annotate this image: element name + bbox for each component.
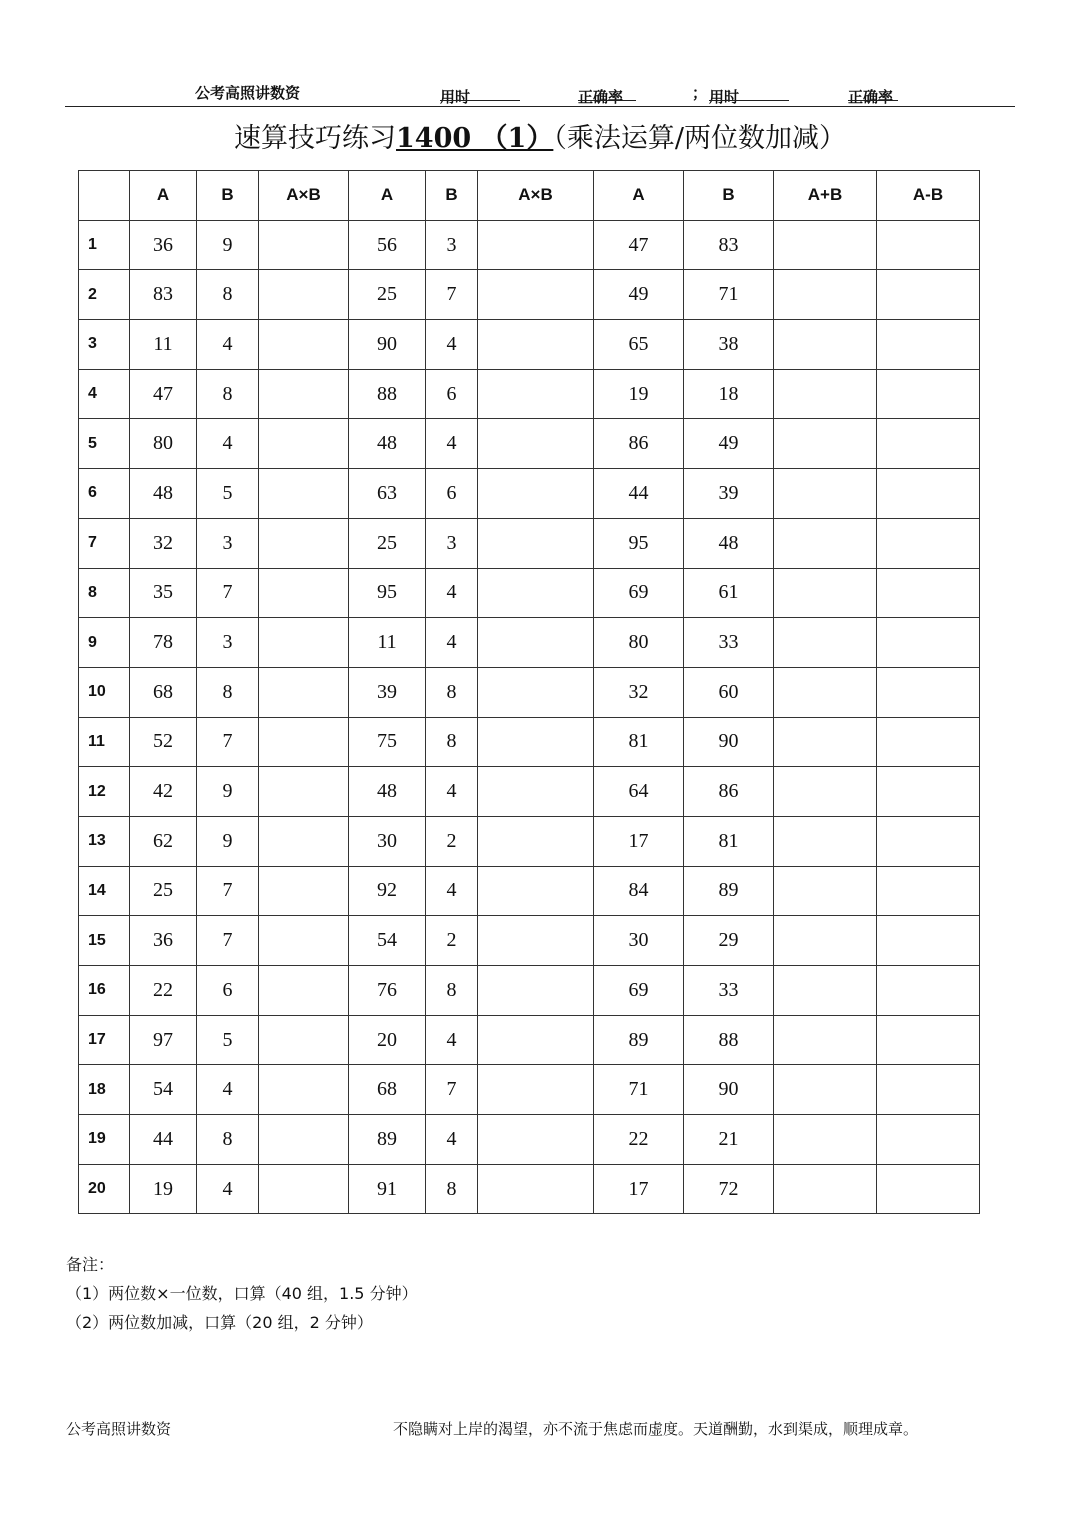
answer-cell[interactable] [259,568,349,618]
answer-cell[interactable] [774,469,877,519]
answer-cell[interactable] [478,1065,594,1115]
row-number: 14 [79,866,130,916]
table-row [79,1164,980,1214]
operand-cell: 30 [594,916,684,966]
answer-cell[interactable] [877,1065,980,1115]
answer-cell[interactable] [478,419,594,469]
operand-cell: 89 [684,866,774,916]
operand-cell: 5 [197,469,259,519]
table-header-row [79,171,980,221]
answer-cell[interactable] [877,618,980,668]
row-number: 20 [79,1164,130,1214]
operand-cell: 25 [349,270,426,320]
operand-cell: 62 [130,816,197,866]
answer-cell[interactable] [877,469,980,519]
operand-cell: 42 [130,767,197,817]
operand-cell: 3 [197,518,259,568]
operand-cell: 84 [594,866,684,916]
operand-cell: 81 [594,717,684,767]
operand-cell: 81 [684,816,774,866]
answer-cell[interactable] [877,717,980,767]
table-row [79,816,980,866]
time-blank-1[interactable] [440,86,520,101]
operand-cell: 64 [594,767,684,817]
operand-cell: 29 [684,916,774,966]
operand-cell: 4 [197,1164,259,1214]
operand-cell: 48 [684,518,774,568]
operand-cell: 18 [684,369,774,419]
answer-cell[interactable] [774,369,877,419]
answer-cell[interactable] [478,966,594,1016]
answer-cell[interactable] [774,1115,877,1165]
operand-cell: 4 [197,320,259,370]
operand-cell: 88 [349,369,426,419]
operand-cell: 8 [426,966,478,1016]
answer-cell[interactable] [774,320,877,370]
operand-cell: 56 [349,220,426,270]
row-number: 10 [79,667,130,717]
operand-cell: 33 [684,966,774,1016]
operand-cell: 32 [594,667,684,717]
answer-cell[interactable] [877,419,980,469]
row-number: 16 [79,966,130,1016]
table-row [79,667,980,717]
operand-cell: 7 [426,1065,478,1115]
answer-cell[interactable] [877,518,980,568]
operand-cell: 39 [349,667,426,717]
answer-cell[interactable] [478,220,594,270]
answer-cell[interactable] [478,916,594,966]
operand-cell: 36 [130,916,197,966]
answer-cell[interactable] [877,270,980,320]
row-number: 5 [79,419,130,469]
answer-cell[interactable] [259,816,349,866]
column-header: A [349,171,426,221]
answer-cell[interactable] [259,419,349,469]
table-row [79,618,980,668]
operand-cell: 97 [130,1015,197,1065]
operand-cell: 17 [594,816,684,866]
page-header [65,78,1015,107]
answer-cell[interactable] [877,220,980,270]
operand-cell: 8 [197,667,259,717]
notes-section [66,1250,418,1337]
row-number: 6 [79,469,130,519]
table-row [79,866,980,916]
operand-cell: 88 [684,1015,774,1065]
operand-cell: 33 [684,618,774,668]
operand-cell: 3 [426,518,478,568]
operand-cell: 4 [197,419,259,469]
row-number: 12 [79,767,130,817]
operand-cell: 32 [130,518,197,568]
operand-cell: 20 [349,1015,426,1065]
column-header: A×B [478,171,594,221]
operand-cell: 21 [684,1115,774,1165]
operand-cell: 30 [349,816,426,866]
operand-cell: 44 [594,469,684,519]
operand-cell: 92 [349,866,426,916]
operand-cell: 4 [426,568,478,618]
answer-cell[interactable] [259,1015,349,1065]
operand-cell: 44 [130,1115,197,1165]
answer-cell[interactable] [259,518,349,568]
operand-cell: 52 [130,717,197,767]
operand-cell: 78 [130,618,197,668]
operand-cell: 80 [594,618,684,668]
operand-cell: 4 [426,767,478,817]
page-title [0,116,1080,155]
row-number: 18 [79,1065,130,1115]
table-row [79,916,980,966]
operand-cell: 69 [594,568,684,618]
column-header: A+B [774,171,877,221]
operand-cell: 68 [130,667,197,717]
column-header [79,171,130,221]
answer-cell[interactable] [478,369,594,419]
answer-cell[interactable] [478,1115,594,1165]
answer-cell[interactable] [259,469,349,519]
answer-cell[interactable] [259,270,349,320]
table-row [79,469,980,519]
operand-cell: 7 [426,270,478,320]
operand-cell: 48 [349,419,426,469]
operand-cell: 71 [594,1065,684,1115]
row-number: 3 [79,320,130,370]
operand-cell: 4 [426,866,478,916]
accuracy-label-1: 正确率 [578,88,624,106]
answer-cell[interactable] [774,816,877,866]
column-header: A [130,171,197,221]
answer-cell[interactable] [478,568,594,618]
accuracy-label-2: 正确率 [848,88,894,106]
answer-cell[interactable] [774,767,877,817]
operand-cell: 22 [130,966,197,1016]
answer-cell[interactable] [774,1015,877,1065]
answer-cell[interactable] [774,270,877,320]
operand-cell: 86 [684,767,774,817]
answer-cell[interactable] [478,767,594,817]
operand-cell: 9 [197,816,259,866]
answer-cell[interactable] [774,866,877,916]
operand-cell: 69 [594,966,684,1016]
answer-cell[interactable] [259,220,349,270]
answer-cell[interactable] [259,916,349,966]
row-number: 8 [79,568,130,618]
answer-cell[interactable] [478,469,594,519]
header-separator: ； [692,84,708,102]
operand-cell: 60 [684,667,774,717]
operand-cell: 8 [197,1115,259,1165]
operand-cell: 22 [594,1115,684,1165]
table-row [79,1115,980,1165]
answer-cell[interactable] [478,667,594,717]
answer-cell[interactable] [774,966,877,1016]
table-row [79,767,980,817]
answer-cell[interactable] [478,320,594,370]
table-row [79,518,980,568]
operand-cell: 8 [426,717,478,767]
operand-cell: 90 [684,717,774,767]
row-number: 4 [79,369,130,419]
table-row [79,1065,980,1115]
operand-cell: 4 [426,320,478,370]
answer-cell[interactable] [877,966,980,1016]
answer-cell[interactable] [478,816,594,866]
operand-cell: 49 [594,270,684,320]
accuracy-blank-2[interactable] [848,86,898,101]
operand-cell: 86 [594,419,684,469]
operand-cell: 47 [130,369,197,419]
answer-cell[interactable] [774,220,877,270]
table-row [79,717,980,767]
operand-cell: 7 [197,717,259,767]
operand-cell: 47 [594,220,684,270]
footer-brand: 公考高照讲数资 [66,1420,172,1438]
operand-cell: 25 [349,518,426,568]
accuracy-blank-1[interactable] [578,86,636,101]
answer-cell[interactable] [478,618,594,668]
answer-cell[interactable] [774,618,877,668]
answer-cell[interactable] [877,816,980,866]
answer-cell[interactable] [774,419,877,469]
operand-cell: 9 [197,767,259,817]
column-header: B [684,171,774,221]
table-row [79,220,980,270]
header-brand: 公考高照讲数资 [195,84,301,102]
operand-cell: 7 [197,568,259,618]
operand-cell: 95 [349,568,426,618]
operand-cell: 36 [130,220,197,270]
answer-cell[interactable] [877,916,980,966]
operand-cell: 83 [684,220,774,270]
row-number: 7 [79,518,130,568]
column-header: A-B [877,171,980,221]
operand-cell: 54 [130,1065,197,1115]
operand-cell: 9 [197,220,259,270]
operand-cell: 49 [684,419,774,469]
operand-cell: 90 [684,1065,774,1115]
column-header: A [594,171,684,221]
operand-cell: 7 [197,866,259,916]
operand-cell: 90 [349,320,426,370]
operand-cell: 39 [684,469,774,519]
answer-cell[interactable] [877,667,980,717]
answer-cell[interactable] [877,369,980,419]
operand-cell: 4 [426,1015,478,1065]
operand-cell: 48 [349,767,426,817]
operand-cell: 83 [130,270,197,320]
practice-table [78,170,980,1214]
operand-cell: 8 [426,667,478,717]
answer-cell[interactable] [774,916,877,966]
operand-cell: 89 [349,1115,426,1165]
row-number: 13 [79,816,130,866]
table-row [79,1015,980,1065]
operand-cell: 89 [594,1015,684,1065]
operand-cell: 3 [426,220,478,270]
operand-cell: 61 [684,568,774,618]
operand-cell: 95 [594,518,684,568]
operand-cell: 6 [426,369,478,419]
answer-cell[interactable] [259,966,349,1016]
operand-cell: 80 [130,419,197,469]
operand-cell: 8 [197,270,259,320]
time-label-2: 用时 [709,88,740,106]
answer-cell[interactable] [259,1065,349,1115]
answer-cell[interactable] [259,667,349,717]
operand-cell: 65 [594,320,684,370]
answer-cell[interactable] [877,767,980,817]
operand-cell: 2 [426,816,478,866]
operand-cell: 75 [349,717,426,767]
operand-cell: 6 [426,469,478,519]
answer-cell[interactable] [774,717,877,767]
table-row [79,966,980,1016]
answer-cell[interactable] [877,866,980,916]
operand-cell: 5 [197,1015,259,1065]
operand-cell: 2 [426,916,478,966]
answer-cell[interactable] [877,320,980,370]
footer-motto: 不隐瞒对上岸的渴望，亦不流于焦虑而虚度。天道酬勤，水到渠成，顺理成章。 [393,1420,919,1438]
answer-cell[interactable] [259,1164,349,1214]
table-row [79,369,980,419]
row-number: 15 [79,916,130,966]
operand-cell: 48 [130,469,197,519]
operand-cell: 68 [349,1065,426,1115]
operand-cell: 3 [197,618,259,668]
row-number: 19 [79,1115,130,1165]
operand-cell: 35 [130,568,197,618]
note-item-2: （2）两位数加减，口算（20 组，2 分钟） [66,1313,373,1332]
column-header: B [426,171,478,221]
operand-cell: 4 [426,419,478,469]
answer-cell[interactable] [478,866,594,916]
operand-cell: 6 [197,966,259,1016]
answer-cell[interactable] [259,1115,349,1165]
answer-cell[interactable] [478,1015,594,1065]
time-blank-2[interactable] [709,86,789,101]
note-item-1: （1）两位数×一位数，口算（40 组，1.5 分钟） [66,1284,418,1303]
operand-cell: 8 [426,1164,478,1214]
answer-cell[interactable] [877,1015,980,1065]
table-row [79,568,980,618]
time-label-1: 用时 [440,88,471,106]
operand-cell: 4 [426,1115,478,1165]
operand-cell: 17 [594,1164,684,1214]
operand-cell: 7 [197,916,259,966]
answer-cell[interactable] [877,1115,980,1165]
answer-cell[interactable] [774,568,877,618]
row-number: 1 [79,220,130,270]
column-header: B [197,171,259,221]
answer-cell[interactable] [478,717,594,767]
operand-cell: 19 [130,1164,197,1214]
notes-heading: 备注： [66,1255,115,1274]
title-code: 1400 （1） [396,123,554,154]
answer-cell[interactable] [259,866,349,916]
column-header: A×B [259,171,349,221]
row-number: 2 [79,270,130,320]
answer-cell[interactable] [877,1164,980,1214]
answer-cell[interactable] [774,1164,877,1214]
title-prefix: 速算技巧练习 [234,123,397,154]
answer-cell[interactable] [259,767,349,817]
operand-cell: 25 [130,866,197,916]
answer-cell[interactable] [478,270,594,320]
table-row [79,419,980,469]
table-row [79,320,980,370]
operand-cell: 91 [349,1164,426,1214]
answer-cell[interactable] [774,667,877,717]
operand-cell: 4 [197,1065,259,1115]
title-suffix: （乘法运算/两位数加减） [553,123,846,154]
answer-cell[interactable] [478,518,594,568]
operand-cell: 11 [130,320,197,370]
answer-cell[interactable] [259,369,349,419]
row-number: 11 [79,717,130,767]
operand-cell: 63 [349,469,426,519]
operand-cell: 8 [197,369,259,419]
answer-cell[interactable] [259,320,349,370]
operand-cell: 38 [684,320,774,370]
row-number: 17 [79,1015,130,1065]
answer-cell[interactable] [774,518,877,568]
answer-cell[interactable] [478,1164,594,1214]
operand-cell: 76 [349,966,426,1016]
operand-cell: 4 [426,618,478,668]
answer-cell[interactable] [877,568,980,618]
table-row [79,270,980,320]
operand-cell: 72 [684,1164,774,1214]
answer-cell[interactable] [774,1065,877,1115]
answer-cell[interactable] [259,618,349,668]
answer-cell[interactable] [259,717,349,767]
operand-cell: 19 [594,369,684,419]
operand-cell: 54 [349,916,426,966]
table-body [79,220,980,1214]
operand-cell: 71 [684,270,774,320]
operand-cell: 11 [349,618,426,668]
row-number: 9 [79,618,130,668]
